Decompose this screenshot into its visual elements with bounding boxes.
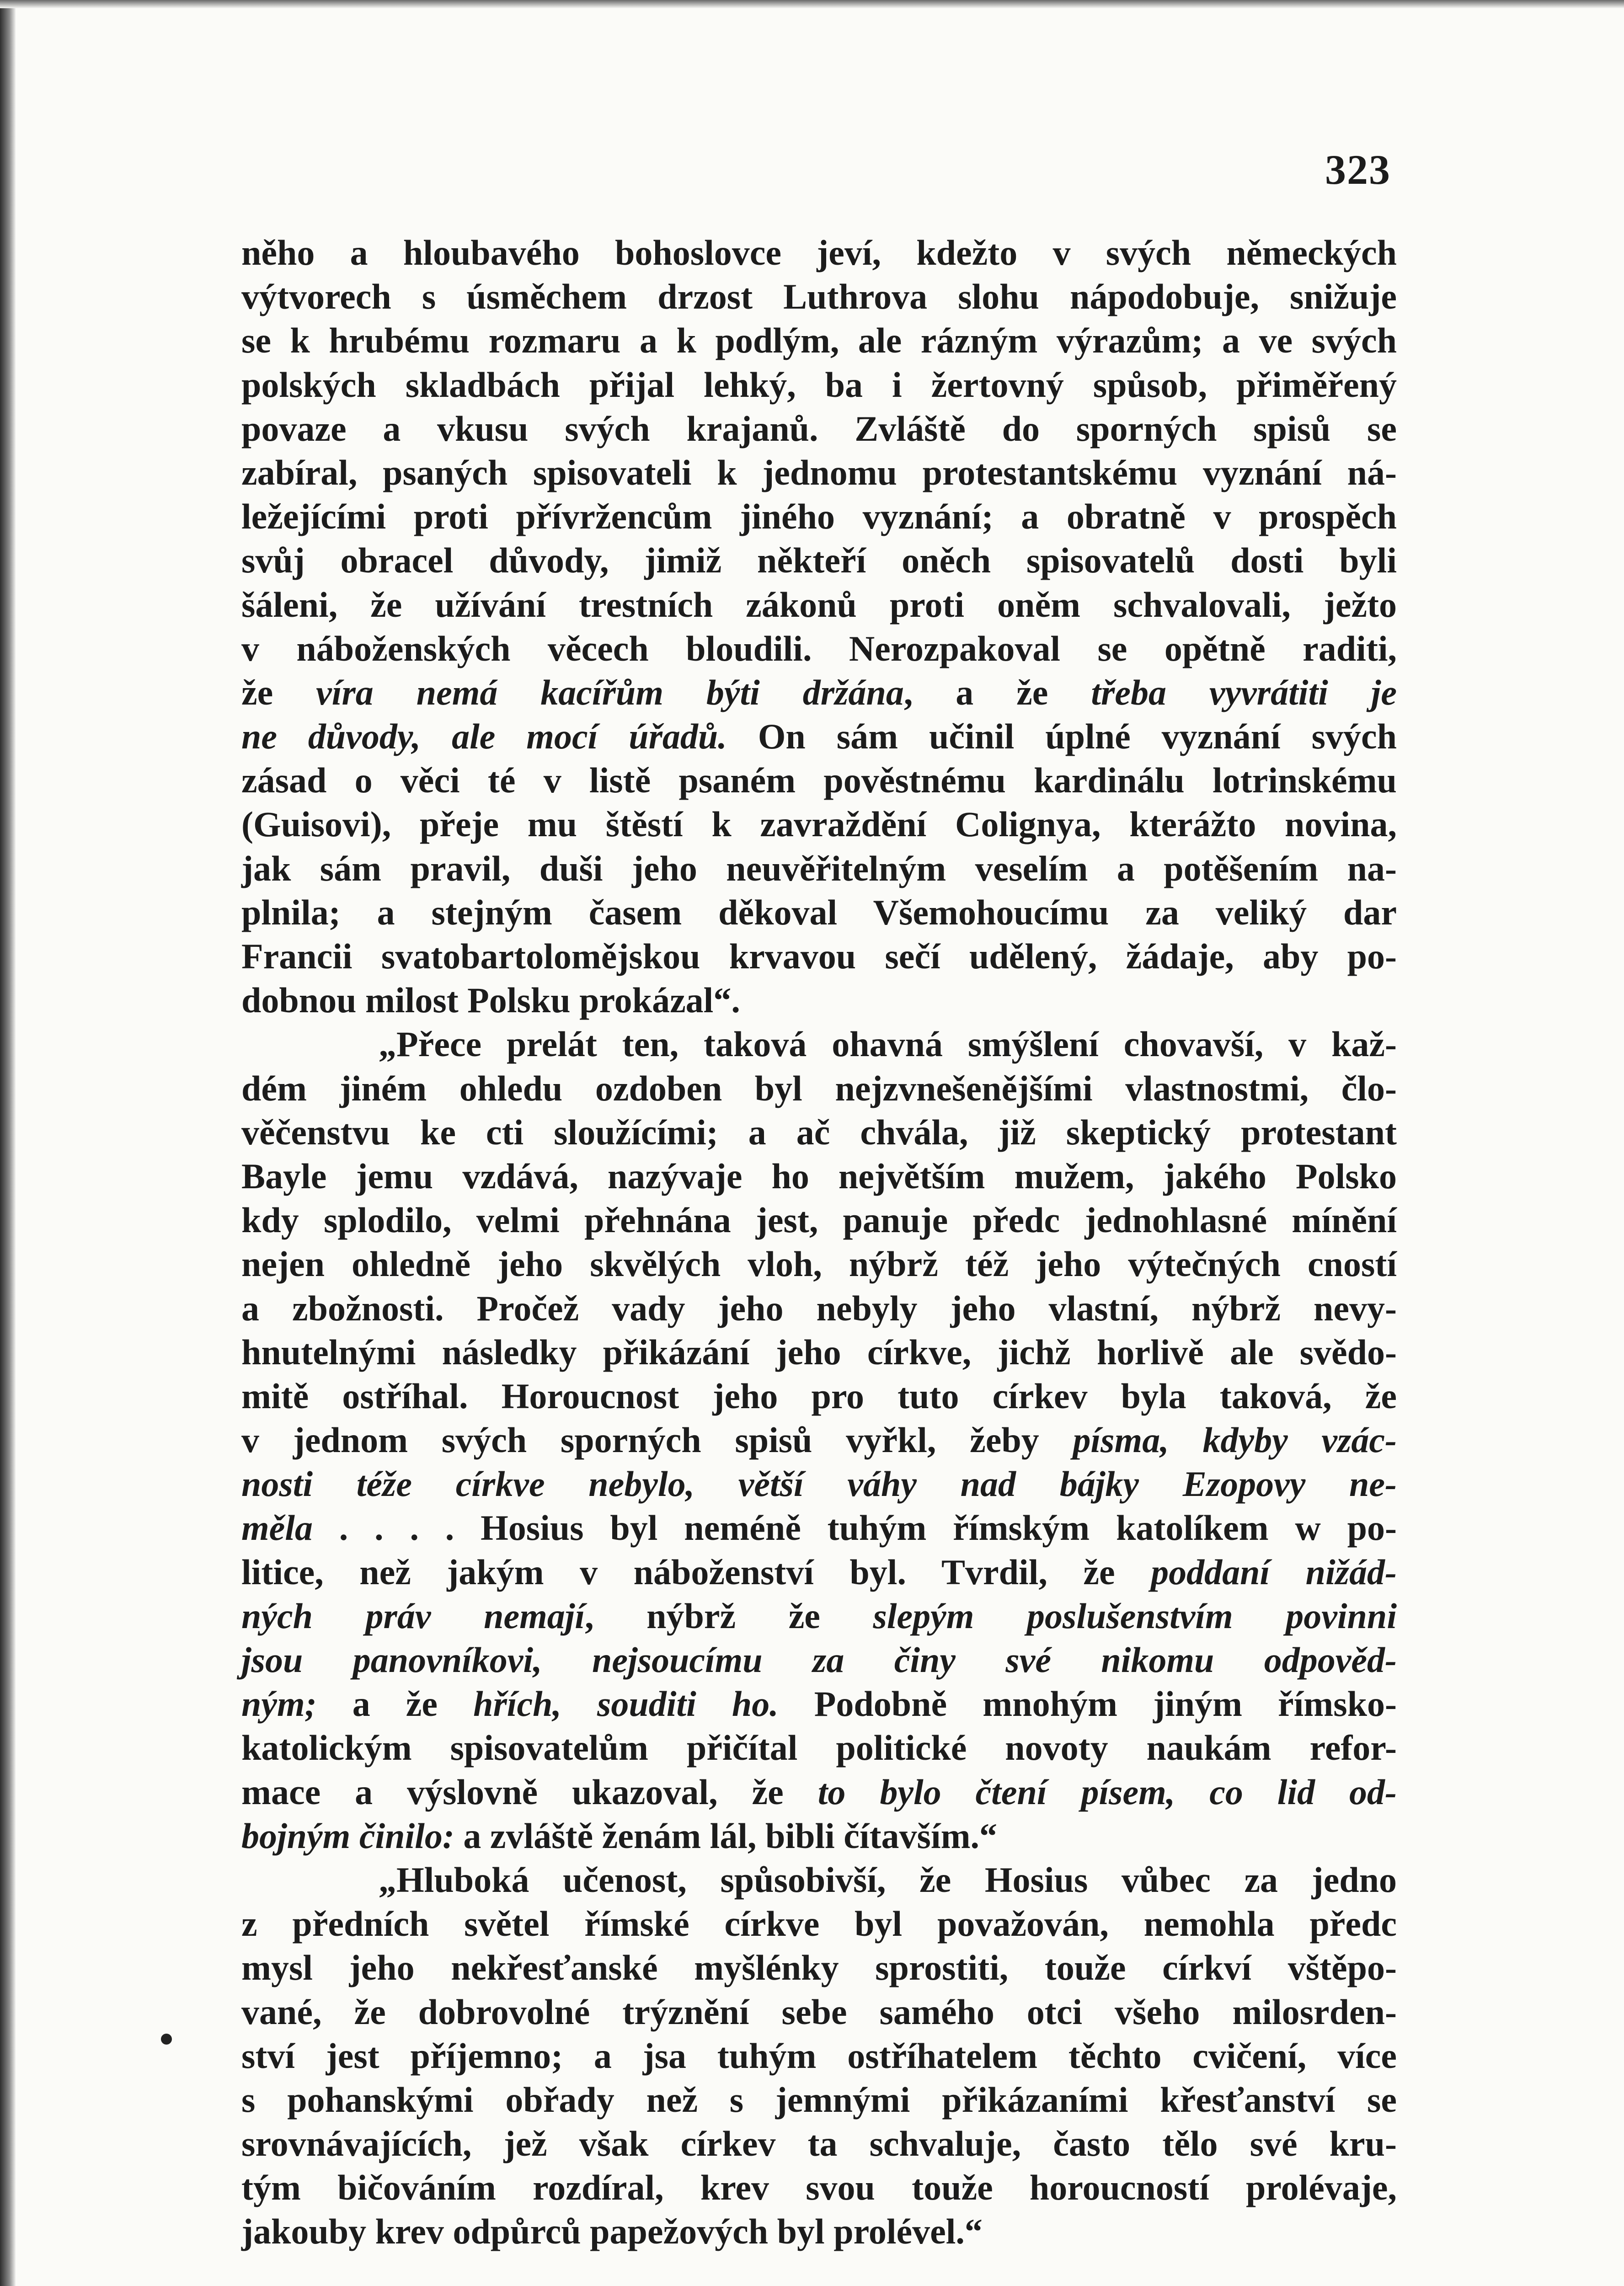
text-line: výtvorech s úsměchem drzost Luthrova slohu nápodobuje, snižuje xyxy=(241,277,1397,317)
text-line: svůj obracel důvody, jimiž někteří oněch spisovatelů dosti byli xyxy=(241,540,1397,581)
text-line: „Hluboká učenost, spůsobivší, že Hosius vůbec za jedno xyxy=(379,1859,1397,1900)
text-line: jakouby krev odpůrců papežových byl prolével.“ xyxy=(241,2211,983,2252)
text-line: Francii svatobartolomějskou krvavou sečí udělený, žádaje, aby po- xyxy=(241,936,1397,976)
text-line: měla . . . . Hosius byl neméně tuhým římským katolíkem w po- xyxy=(241,1508,1397,1548)
text-line: ležejícími proti přívržencům jiného vyznání; a obratně v prospěch xyxy=(241,497,1397,537)
text-line: bojným činilo: a zvláště ženám lál, bibli čítavším.“ xyxy=(241,1816,998,1856)
text-line: dobnou milost Polsku prokázal“. xyxy=(241,980,740,1020)
text-line: jak sám pravil, duši jeho neuvěřitelným veselím a potěšením na- xyxy=(241,848,1397,888)
text-line: tým bičováním rozdíral, krev svou touže horoucností prolévaje, xyxy=(241,2168,1397,2208)
text-line: zásad o věci té v listě psaném pověstnému kardinálu lotrinskému xyxy=(241,760,1397,801)
text-line: kdy splodilo, velmi přehnána jest, panuje předc jednohlasné mínění xyxy=(241,1200,1397,1240)
margin-dot xyxy=(161,2034,172,2045)
text-line: ství jest příjemno; a jsa tuhým ostříhatelem těchto cvičení, více xyxy=(241,2035,1397,2076)
text-line: „Přece prelát ten, taková ohavná smýšlení chovavší, v kaž- xyxy=(379,1024,1397,1064)
text-line: v náboženských věcech bloudili. Nerozpakoval se opětně raditi, xyxy=(241,628,1397,668)
text-line: jsou panovníkovi, nejsoucímu za činy své nikomu odpověd- xyxy=(241,1640,1397,1680)
text-line: hnutelnými následky přikázání jeho církve, jichž horlivě ale svědo- xyxy=(241,1332,1397,1372)
text-line: polských skladbách přijal lehký, ba i žertovný spůsob, přiměřený xyxy=(241,364,1397,405)
text-line: plnila; a stejným časem děkoval Všemohoucímu za veliký dar xyxy=(241,892,1397,932)
scan-edge-top xyxy=(0,0,1624,8)
text-line: a zbožnosti. Pročež vady jeho nebyly jeho vlastní, nýbrž nevy- xyxy=(241,1288,1397,1328)
text-line: se k hrubému rozmaru a k podlým, ale rázným výrazům; a ve svých xyxy=(241,320,1397,361)
text-line: Bayle jemu vzdává, nazývaje ho největším mužem, jakého Polsko xyxy=(241,1156,1397,1196)
text-line: srovnávajících, jež však církev ta schvaluje, často tělo své kru- xyxy=(241,2124,1397,2164)
text-line: (Guisovi), přeje mu štěstí k zavraždění Colignya, kterážto novina, xyxy=(241,804,1397,844)
text-line: šáleni, že užívání trestních zákonů proti oněm schvalovali, ježto xyxy=(241,584,1397,625)
text-line: v jednom svých sporných spisů vyřkl, žeby písma, kdyby vzác- xyxy=(241,1420,1397,1460)
page-number: 323 xyxy=(1325,146,1391,193)
text-line: ných práv nemají, nýbrž že slepým poslušenstvím povinni xyxy=(241,1596,1397,1636)
text-line: katolickým spisovatelům přičítal politické novoty naukám refor- xyxy=(241,1728,1397,1768)
text-line: ným; a že hřích, souditi ho. Podobně mnohým jiným římsko- xyxy=(241,1684,1397,1724)
text-line: něho a hloubavého bohoslovce jeví, kdežto v svých německých xyxy=(241,233,1397,272)
text-line: nosti téže církve nebylo, větší váhy nad bájky Ezopovy ne- xyxy=(241,1464,1397,1504)
scan-edge-left xyxy=(0,0,16,2286)
text-line: povaze a vkusu svých krajanů. Zvláště do sporných spisů se xyxy=(241,408,1397,449)
text-line: mitě ostříhal. Horoucnost jeho pro tuto církev byla taková, že xyxy=(241,1376,1397,1416)
text-line: mace a výslovně ukazoval, že to bylo čtení písem, co lid od- xyxy=(241,1772,1397,1812)
text-line: ne důvody, ale mocí úřadů. On sám učinil úplné vyznání svých xyxy=(241,716,1397,757)
text-line: s pohanskými obřady než s jemnými přikázaními křesťanství se xyxy=(241,2079,1397,2120)
text-line: věčenstvu ke cti sloužícími; a ač chvála, již skeptický protestant xyxy=(241,1112,1397,1152)
body-text xyxy=(241,231,1397,2254)
text-line: mysl jeho nekřesťanské myšlénky sprostiti, touže církví vštěpo- xyxy=(241,1948,1397,1988)
text-line: že víra nemá kacířům býti držána, a že třeba vyvrátiti je xyxy=(241,672,1397,712)
text-line: nejen ohledně jeho skvělých vloh, nýbrž též jeho výtečných cností xyxy=(241,1244,1397,1284)
text-line: vané, že dobrovolné trýznění sebe samého otci všeho milosrden- xyxy=(241,1992,1397,2032)
text-line: litice, než jakým v náboženství byl. Tvrdil, že poddaní nižád- xyxy=(241,1552,1397,1592)
text-line: dém jiném ohledu ozdoben byl nejzvnešenějšími vlastnostmi, člo- xyxy=(241,1068,1397,1108)
text-line: zabíral, psaných spisovateli k jednomu protestantskému vyznání ná- xyxy=(241,452,1397,492)
text-line: z předních světel římské církve byl považován, nemohla předc xyxy=(241,1904,1397,1944)
